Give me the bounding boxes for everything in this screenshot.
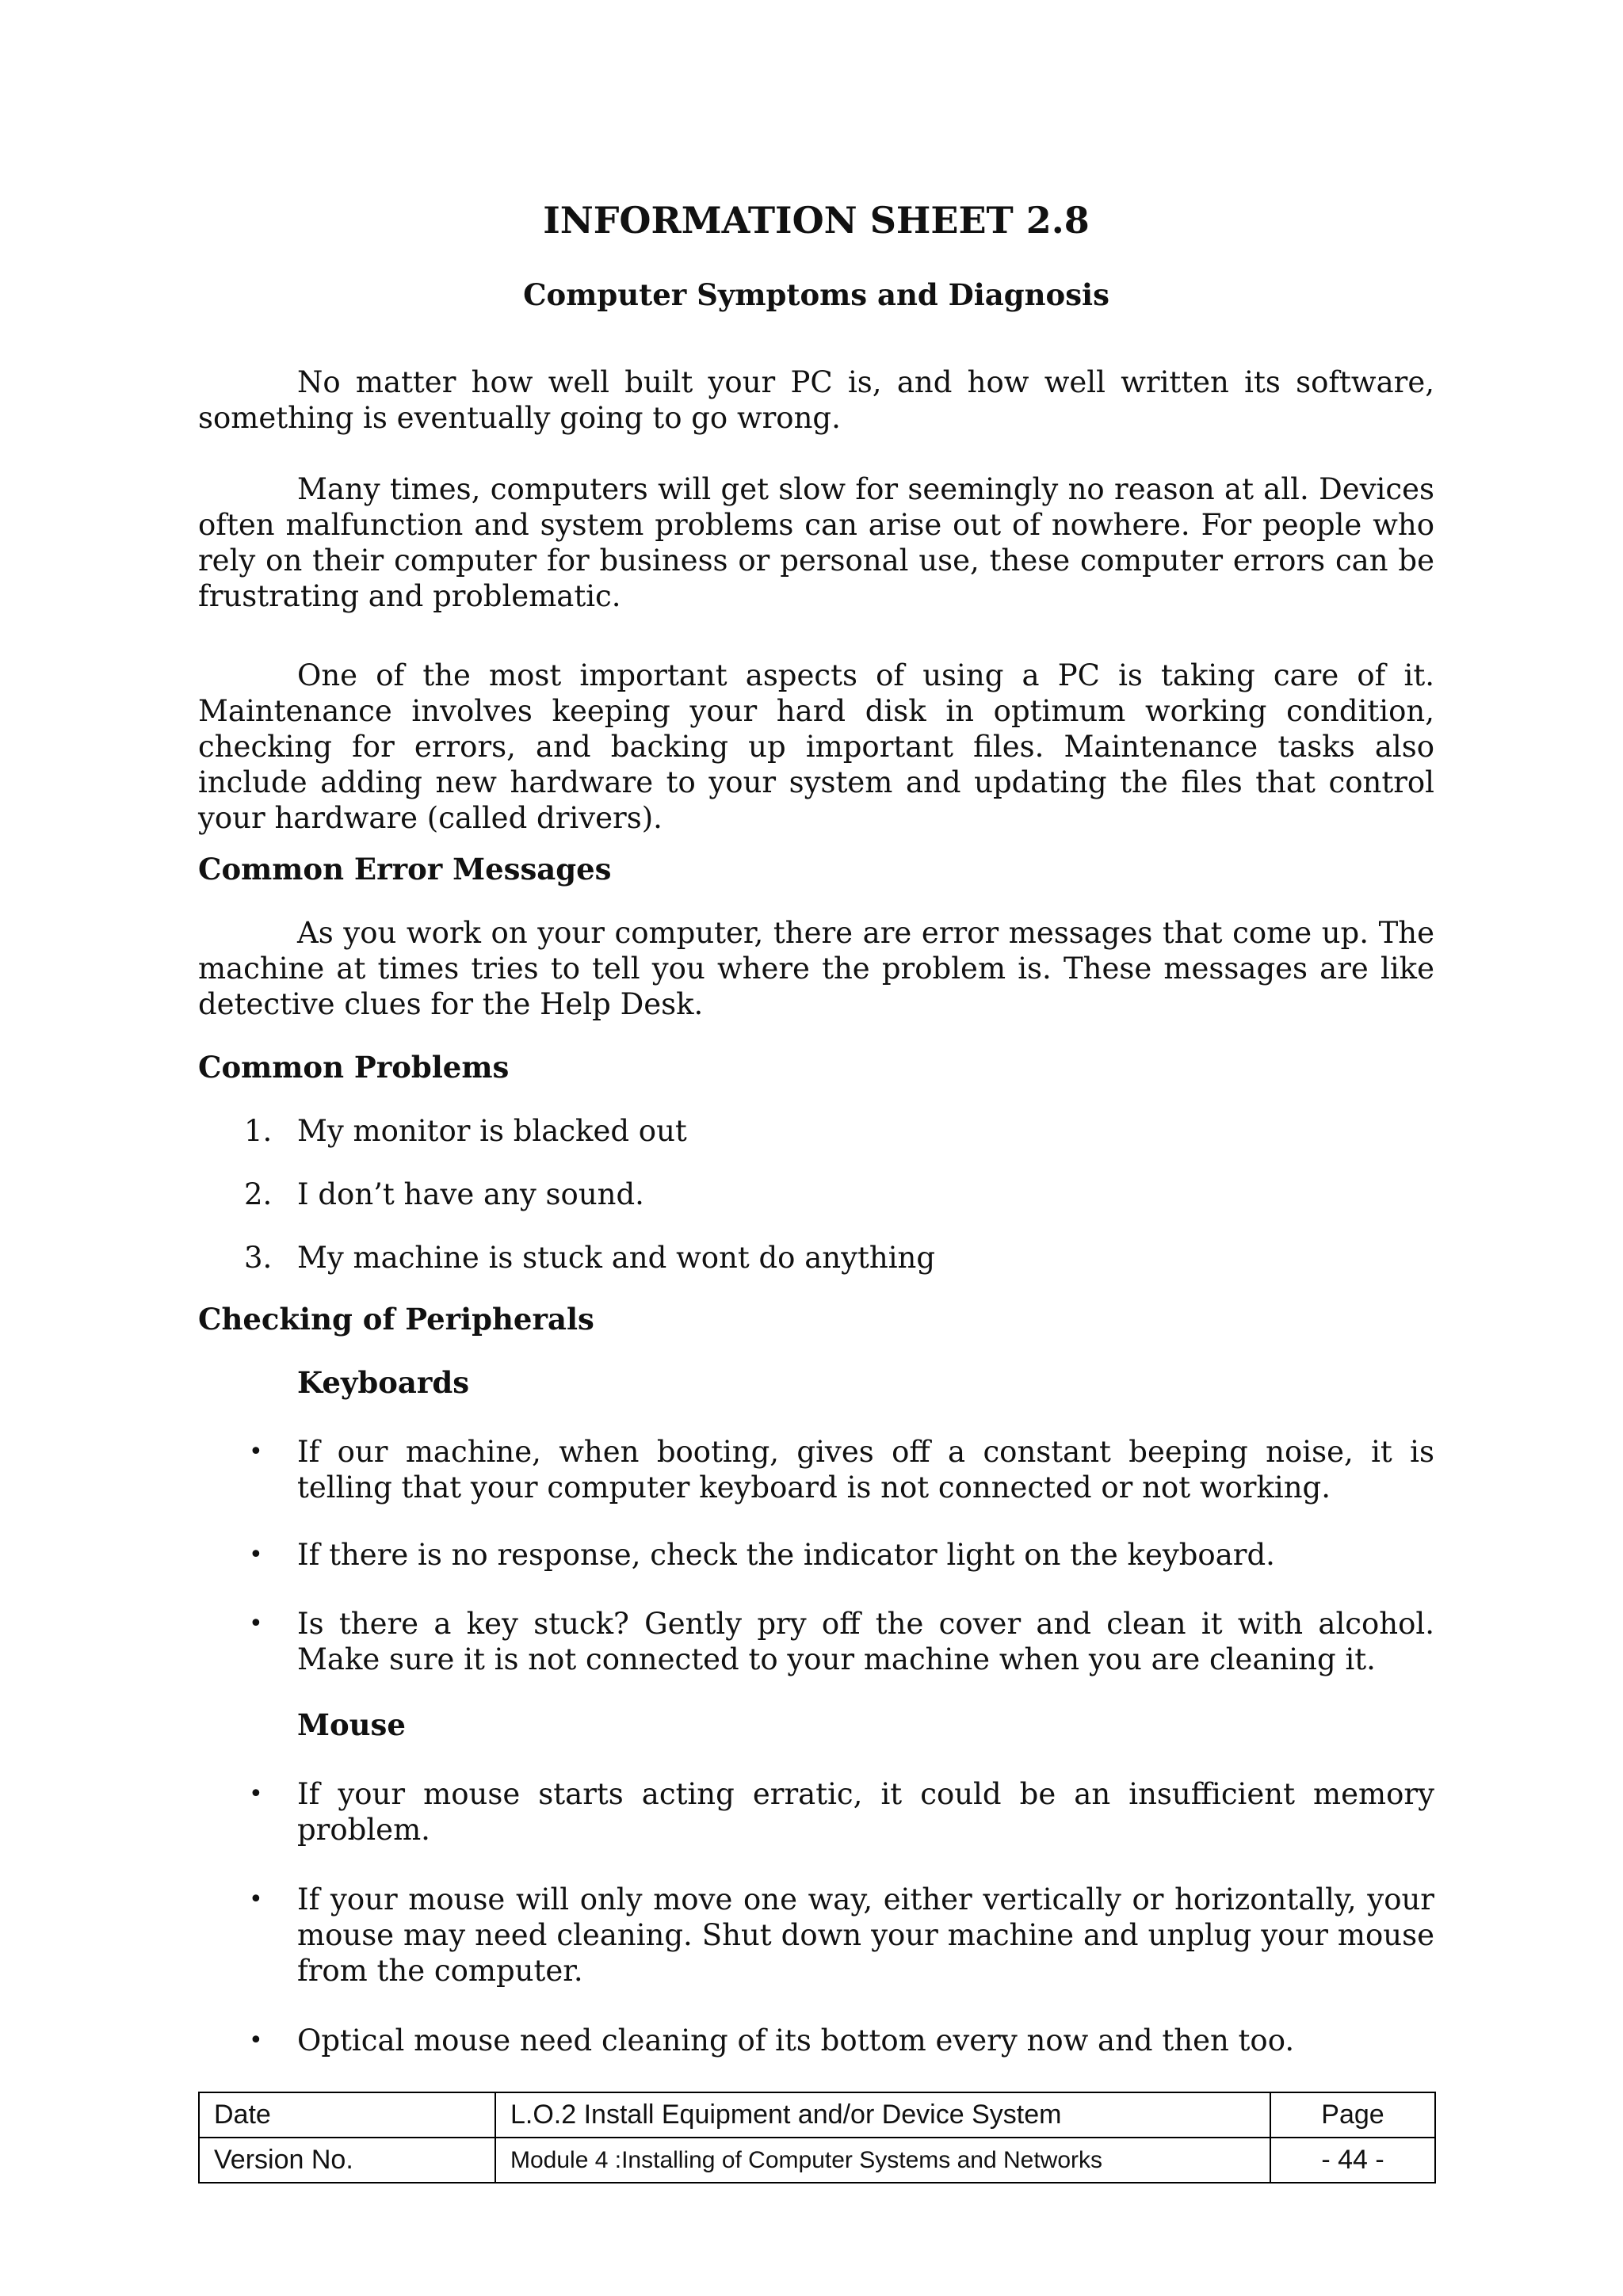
item-text: I don’t have any sound. xyxy=(297,1177,644,1211)
bullet-icon: • xyxy=(249,1780,263,1808)
keyboard-bullet xyxy=(198,1434,1434,1505)
module-title: Module 4 :Installing of Computer Systems and Networks xyxy=(495,2138,1270,2183)
slowdown-paragraph: Many times, computers will get slow for seemingly no reason at all. Devices often malfunction and system problems can arise out of nowhere. For people who rely on their computer for business or personal use, these computer errors can be frustrating and problematic. xyxy=(198,472,1434,613)
peripherals-heading: Checking of Peripherals xyxy=(198,1302,594,1337)
page-number: - 44 - xyxy=(1270,2138,1435,2183)
version-label: Version No. xyxy=(199,2138,495,2183)
item-number: 3. xyxy=(244,1241,273,1275)
intro-paragraph: No matter how well built your PC is, and how well written its software, something is eventually going to go wrong. xyxy=(198,365,1434,435)
page-title: INFORMATION SHEET 2.8 xyxy=(543,199,1090,242)
bullet-text: If your mouse starts acting erratic, it could be an insufficient memory problem. xyxy=(297,1777,1434,1847)
maintenance-paragraph: One of the most important aspects of using a PC is taking care of it. Maintenance involves keeping your hard disk in optimum working condition, checking for errors, and backing up important files. Maintenance tasks also include adding new hardware to your system and updating the files that control your hardware (called drivers). xyxy=(198,658,1434,835)
bullet-icon: • xyxy=(249,1438,263,1466)
date-label: Date xyxy=(199,2092,495,2138)
bullet-text: Optical mouse need cleaning of its bottom every now and then too. xyxy=(297,2023,1295,2058)
mouse-bullet xyxy=(198,1882,1434,1989)
keyboard-bullet xyxy=(198,1606,1434,1677)
footer-row xyxy=(199,2092,1435,2138)
item-text: My monitor is blacked out xyxy=(297,1114,687,1148)
bullet-text: If your mouse will only move one way, either vertically or horizontally, your mouse may need cleaning. Shut down your machine and unplug your mouse from the computer. xyxy=(297,1882,1434,1988)
keyboard-bullet xyxy=(198,1537,1434,1573)
bullet-icon: • xyxy=(249,1610,263,1638)
page-subtitle: Computer Symptoms and Diagnosis xyxy=(523,277,1109,312)
mouse-bullet xyxy=(198,1776,1434,1848)
error-messages-paragraph: As you work on your computer, there are error messages that come up. The machine at times tries to tell you where the problem is. These messages are like detective clues for the Help Desk. xyxy=(198,916,1434,1021)
bullet-text: If there is no response, check the indicator light on the keyboard. xyxy=(297,1538,1275,1572)
footer-row xyxy=(199,2138,1435,2183)
common-problems-heading: Common Problems xyxy=(198,1050,510,1085)
keyboards-subheading: Keyboards xyxy=(297,1365,470,1400)
mouse-bullet xyxy=(198,2023,1434,2058)
bullet-icon: • xyxy=(249,1886,263,1913)
learning-outcome: L.O.2 Install Equipment and/or Device System xyxy=(495,2092,1270,2138)
item-text: My machine is stuck and wont do anything xyxy=(297,1241,936,1275)
item-number: 1. xyxy=(244,1114,273,1148)
mouse-subheading: Mouse xyxy=(297,1707,406,1742)
error-messages-heading: Common Error Messages xyxy=(198,852,612,887)
bullet-icon: • xyxy=(249,2027,263,2054)
item-number: 2. xyxy=(244,1177,273,1211)
footer-table xyxy=(198,2092,1436,2183)
bullet-text: If our machine, when booting, gives off a constant beeping noise, it is telling that your computer keyboard is not connected or not working. xyxy=(297,1435,1434,1505)
bullet-icon: • xyxy=(249,1541,263,1569)
bullet-text: Is there a key stuck? Gently pry off the cover and clean it with alcohol. Make sure it is not connected to your machine when you are cleaning it. xyxy=(297,1607,1434,1676)
page-label: Page xyxy=(1270,2092,1435,2138)
